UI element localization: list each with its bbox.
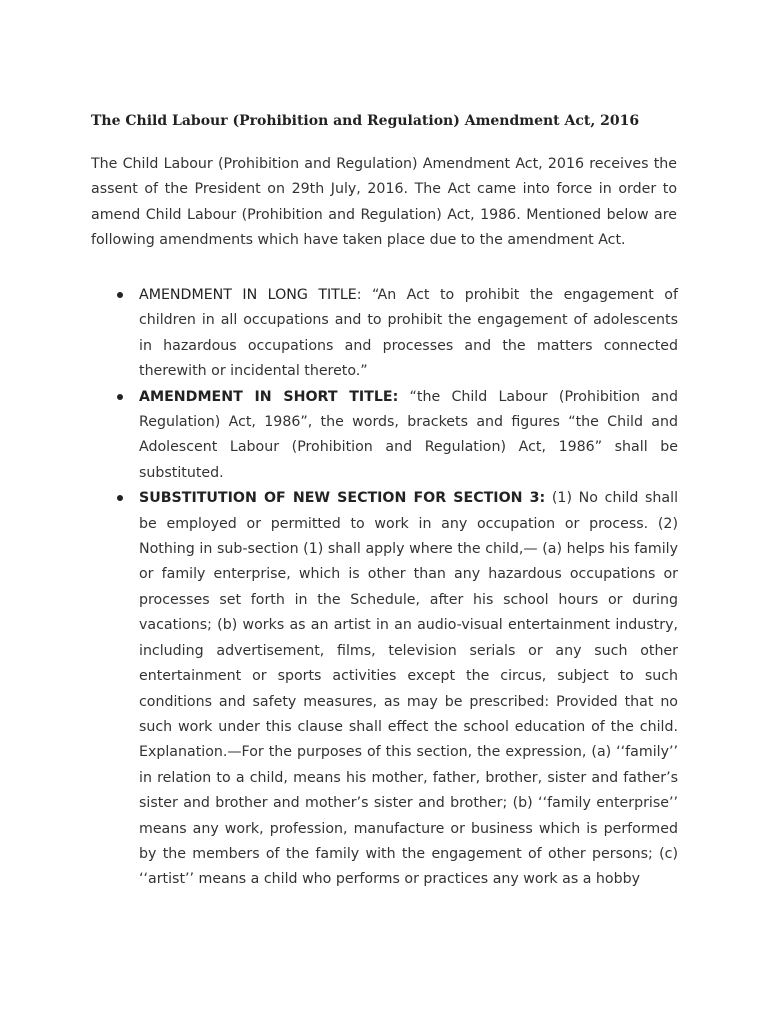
amendment-separator — [545, 490, 552, 506]
bullet-icon — [117, 495, 123, 501]
amendment-heading: SUBSTITUTION OF NEW SECTION FOR SECTION 3: — [139, 490, 546, 507]
amendments-list — [139, 283, 678, 893]
amendment-heading: AMENDMENT IN SHORT TITLE: — [139, 388, 399, 405]
amendment-text: “An Act to prohibit the engagement of children in all occupations and to prohibit the engagement of adolescents in hazardous occupations and processes and the matters connected therewith or incidental thereto.” — [139, 287, 678, 380]
bullet-icon — [117, 394, 123, 400]
intro-paragraph: The Child Labour (Prohibition and Regulation) Amendment Act, 2016 receives the assent of the President on 29th July, 2016. The Act came into force in order to amend Child Labour (Prohibition and Regulation) Act, 1986. Mentioned below are following amendments which have taken place due to the amendment Act. — [91, 156, 677, 249]
amendment-heading: AMENDMENT IN LONG TITLE — [139, 287, 357, 303]
amendment-text: (1) No child shall be employed or permitted to work in any occupation or process. (2) Nothing in sub-section (1) shall apply where the child,— (a) helps his family or family enterprise, which is other than any hazardous occupations or processes set forth in the Schedule, after his school hours or during vacations; (b) works as an artist in an audio-visual entertainment industry, including advertisement, films, television serials or any such other entertainment or sports activities except the circus, subject to such conditions and safety measures, as may be prescribed: Provided that no such work under this clause shall effect the school education of the child. Explanation.—For the purposes of this section, the expression, (a) ‘‘family’’ in relation to a child, means his mother, father, brother, sister and father’s sister and brother and mother’s sister and brother; (b) ‘‘family enterprise’’ means any work, profession, manufacture or business which is performed by the members of the family with the engagement of other persons; (c) ‘‘artist’’ means a child who performs or practices any work as a hobby — [139, 490, 679, 888]
amendment-text: “the Child Labour (Prohibition and Regulation) Act, 1986”, the words, brackets and figures “the Child and Adolescent Labour (Prohibition and Regulation) Act, 1986” shall be substituted. — [139, 388, 678, 481]
amendment-separator: : — [356, 287, 372, 303]
list-item — [139, 283, 678, 385]
document-title: The Child Labour (Prohibition and Regulation) Amendment Act, 2016 — [91, 113, 640, 129]
bullet-icon — [117, 292, 123, 298]
list-item — [139, 385, 678, 487]
amendment-separator — [398, 389, 409, 405]
list-item — [139, 486, 678, 893]
